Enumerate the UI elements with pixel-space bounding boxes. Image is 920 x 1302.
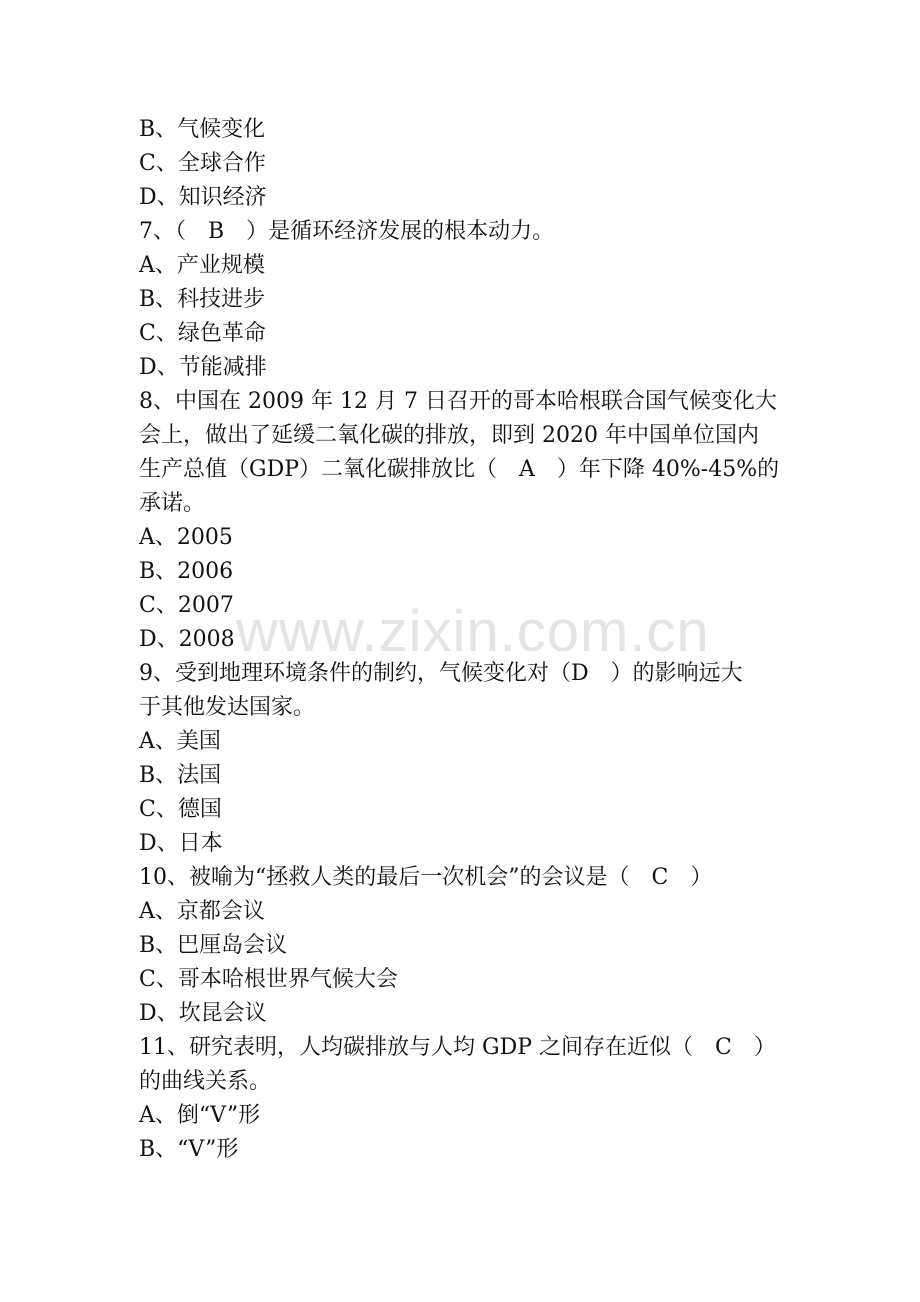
question-8-cont: 承诺。 xyxy=(139,491,206,516)
option-line: C、绿色革命 xyxy=(139,321,266,346)
option-line: B、科技进步 xyxy=(139,287,266,312)
text-line: B、气候变化 xyxy=(139,117,266,142)
option-line: A、2005 xyxy=(139,525,233,550)
question-7: 7、（ B ）是循环经济发展的根本动力。 xyxy=(139,219,555,244)
question-11-cont: 的曲线关系。 xyxy=(139,1069,272,1094)
question-9-cont: 于其他发达国家。 xyxy=(139,695,316,720)
option-line: B、2006 xyxy=(139,559,234,584)
option-line: A、美国 xyxy=(139,729,221,754)
question-9: 9、受到地理环境条件的制约，气候变化对（D ）的影响远大 xyxy=(139,661,743,686)
option-line: D、节能减排 xyxy=(139,355,267,380)
text-line: D、知识经济 xyxy=(139,185,267,210)
question-11: 11、研究表明，人均碳排放与人均 GDP 之间存在近似（ C ） xyxy=(139,1035,776,1060)
question-8: 8、中国在 2009 年 12 月 7 日召开的哥本哈根联合国气候变化大 xyxy=(139,389,777,414)
option-line: C、2007 xyxy=(139,593,234,618)
option-line: B、法国 xyxy=(139,763,222,788)
option-line: C、德国 xyxy=(139,797,222,822)
text-line: C、全球合作 xyxy=(139,151,266,176)
question-text xyxy=(139,113,789,1167)
option-line: D、2008 xyxy=(139,627,235,652)
watermark: www.zixin.com.cn xyxy=(236,599,710,664)
option-line: A、产业规模 xyxy=(139,253,265,278)
option-line: D、日本 xyxy=(139,831,223,856)
question-10: 10、被喻为“拯救人类的最后一次机会”的会议是（ C ） xyxy=(139,865,713,890)
option-line: B、“V”形 xyxy=(139,1137,239,1162)
question-8-cont: 会上，做出了延缓二氧化碳的排放，即到 2020 年中国单位国内 xyxy=(139,423,759,448)
option-line: A、倒“V”形 xyxy=(139,1103,261,1128)
option-line: A、京都会议 xyxy=(139,899,265,924)
option-line: C、哥本哈根世界气候大会 xyxy=(139,967,398,992)
option-line: B、巴厘岛会议 xyxy=(139,933,288,958)
question-8-cont: 生产总值（GDP）二氧化碳排放比（ A ）年下降 40%-45%的 xyxy=(139,457,780,482)
option-line: D、坎昆会议 xyxy=(139,1001,267,1026)
